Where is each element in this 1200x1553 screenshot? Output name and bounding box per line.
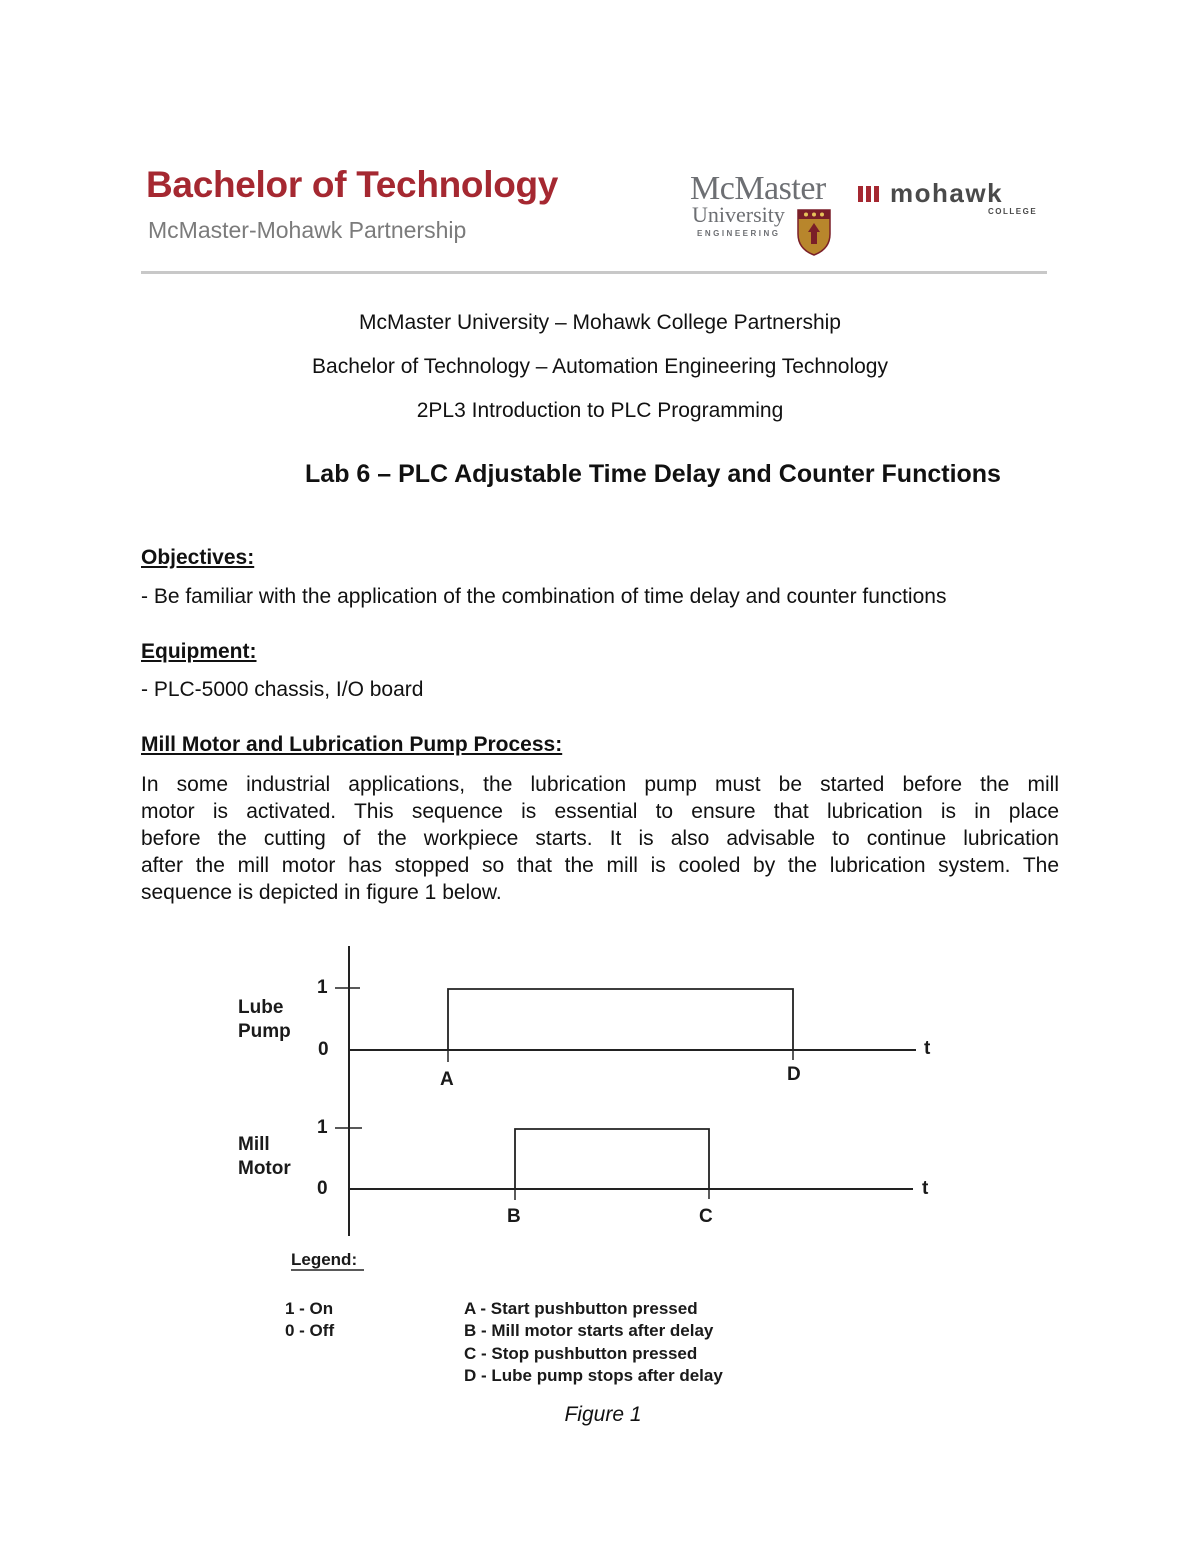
process-line: sequence is depicted in figure 1 below. — [141, 881, 502, 904]
mohawk-logo-name: mohawk — [890, 178, 1004, 208]
point-b-label: B — [507, 1206, 521, 1227]
mcmaster-logo-faculty: ENGINEERING — [697, 229, 781, 238]
lube-label: Lube — [238, 997, 284, 1018]
objectives-item: - Be familiar with the application of the combination of time delay and counter functions — [141, 585, 947, 608]
point-a-label: A — [440, 1069, 454, 1090]
mcmaster-logo-university: University — [692, 202, 785, 227]
program-title: Bachelor of Technology — [146, 164, 559, 205]
objectives-heading: Objectives: — [141, 546, 255, 569]
partnership-line: McMaster University – Mohawk College Partnership — [358, 311, 841, 334]
process-line: motor is activated. This sequence is essential to ensure that lubrication is in place — [141, 800, 1059, 823]
legend-c: C - Stop pushbutton pressed — [464, 1344, 698, 1363]
program-line: Bachelor of Technology – Automation Engineering Technology — [312, 355, 888, 378]
point-c-label: C — [699, 1206, 713, 1227]
lab-title: Lab 6 – PLC Adjustable Time Delay and Counter Functions — [305, 460, 1001, 488]
legend-heading: Legend: — [291, 1250, 358, 1269]
legend-b: B - Mill motor starts after delay — [464, 1321, 714, 1340]
pump-label: Pump — [238, 1021, 291, 1042]
point-d-label: D — [787, 1064, 801, 1085]
process-line: after the mill motor has stopped so that the mill is cooled by the lubrication system. The — [141, 854, 1059, 877]
process-line: before the cutting of the workpiece starts. It is also advisable to continue lubrication — [141, 827, 1059, 850]
lube-level-low: 0 — [318, 1039, 329, 1060]
legend-off: 0 - Off — [285, 1321, 335, 1340]
lube-pump-waveform — [448, 989, 793, 1050]
process-line: In some industrial applications, the lubrication pump must be started before the mill — [141, 773, 1059, 796]
equipment-heading: Equipment: — [141, 640, 257, 663]
mill-label: Mill — [238, 1134, 270, 1155]
process-heading: Mill Motor and Lubrication Pump Process: — [141, 733, 563, 756]
mill-motor-waveform — [515, 1129, 709, 1189]
legend-a: A - Start pushbutton pressed — [464, 1299, 698, 1318]
legend-on: 1 - On — [285, 1299, 334, 1318]
equipment-item: - PLC-5000 chassis, I/O board — [141, 678, 424, 701]
mill-axis-label: t — [922, 1178, 929, 1199]
lube-level-high: 1 — [317, 977, 328, 998]
lube-axis-label: t — [924, 1038, 931, 1059]
mohawk-logo-college: COLLEGE — [988, 207, 1038, 216]
mill-level-low: 0 — [317, 1178, 328, 1199]
figure-caption: Figure 1 — [564, 1403, 642, 1426]
motor-label: Motor — [238, 1158, 291, 1179]
mcmaster-logo-name: McMaster — [690, 170, 826, 207]
course-line: 2PL3 Introduction to PLC Programming — [416, 399, 784, 422]
mill-level-high: 1 — [317, 1117, 328, 1138]
partnership-subtitle: McMaster-Mohawk Partnership — [148, 217, 467, 243]
legend-d: D - Lube pump stops after delay — [464, 1366, 723, 1385]
